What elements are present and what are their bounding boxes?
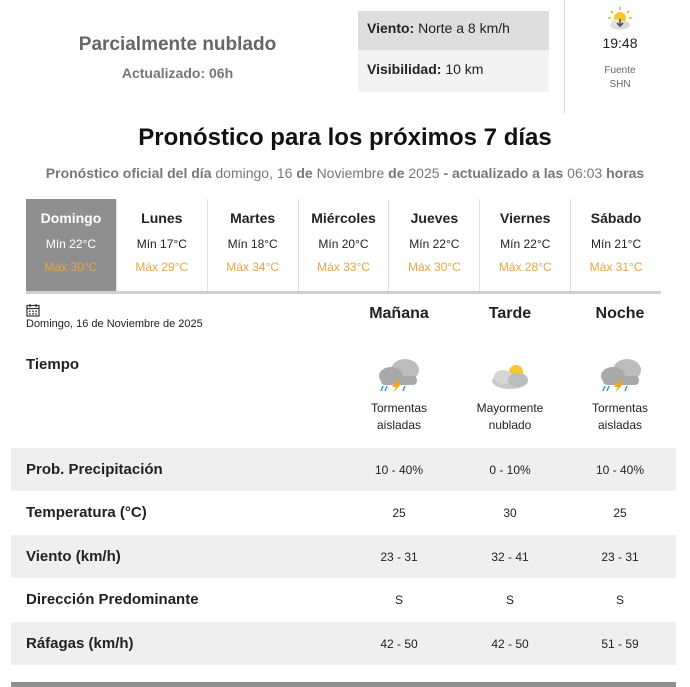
- day-min: Mín 20°C: [318, 237, 369, 251]
- row-value: 25: [613, 505, 627, 520]
- bottom-bar: [11, 682, 676, 687]
- weather-line: aisladas: [597, 418, 643, 432]
- divider: [564, 0, 565, 113]
- subtitle-day: domingo, 16: [215, 165, 293, 181]
- row-value: S: [505, 592, 514, 607]
- day-name: Martes: [230, 210, 276, 226]
- current-updated: Actualizado: 06h: [121, 65, 234, 81]
- day-name: Miércoles: [311, 210, 376, 226]
- weather-line: Tormentas: [370, 401, 428, 415]
- row-value: 25: [392, 505, 406, 520]
- period-header: Mañana: [369, 305, 429, 322]
- day-max: Máx 34°C: [226, 260, 280, 274]
- wind-value: Norte a 8 km/h: [418, 20, 510, 36]
- day-max: Máx 28°C: [498, 260, 552, 274]
- wind-label: Viento:: [367, 20, 415, 36]
- partly-cloudy-sun-icon: [607, 6, 633, 32]
- visibility-label: Visibilidad:: [367, 61, 442, 77]
- weather-description: [565, 400, 675, 434]
- row-value: 51 - 59: [601, 636, 639, 651]
- current-condition: Parcialmente nublado: [78, 34, 277, 55]
- mostly-cloudy-icon: [486, 360, 534, 398]
- row-label: Dirección Predominante: [26, 591, 199, 608]
- day-name: Domingo: [40, 210, 102, 226]
- subtitle-time: 06:03: [567, 165, 603, 181]
- subtitle-prefix: Pronóstico oficial del día: [45, 165, 212, 181]
- row-value: 23 - 31: [380, 549, 418, 564]
- observation-time: 19:48: [602, 35, 638, 51]
- period-header: Tarde: [488, 305, 532, 322]
- day-max: Máx 31°C: [589, 260, 643, 274]
- day-min: Mín 18°C: [227, 237, 278, 251]
- weather-description: [344, 400, 454, 434]
- table-row: [11, 622, 676, 665]
- day-max: Máx 30°C: [407, 260, 461, 274]
- subtitle-mid: - actualizado a las: [443, 165, 564, 181]
- row-value: 30: [503, 505, 517, 520]
- tab-jueves[interactable]: [389, 199, 480, 291]
- subtitle-year: 2025: [408, 165, 440, 181]
- calendar-icon: [26, 303, 40, 317]
- table-row: [11, 578, 676, 621]
- wind-observation: [358, 11, 549, 51]
- forecast-title: Pronóstico para los próximos 7 días: [138, 124, 552, 151]
- tab-domingo[interactable]: [26, 199, 117, 291]
- thunderstorm-icon: [597, 356, 645, 394]
- row-value: 0 - 10%: [489, 462, 531, 477]
- tab-martes[interactable]: [208, 199, 299, 291]
- day-min: Mín 22°C: [45, 237, 96, 251]
- day-name: Sábado: [590, 210, 642, 226]
- row-value: 23 - 31: [601, 549, 639, 564]
- row-label: Viento (km/h): [26, 548, 121, 565]
- tab-lunes[interactable]: [117, 199, 208, 291]
- day-name: Viernes: [500, 210, 551, 226]
- day-max: Máx 29°C: [135, 260, 189, 274]
- tab-miercoles[interactable]: [299, 199, 390, 291]
- row-label: Prob. Precipitación: [26, 461, 163, 478]
- day-min: Mín 21°C: [591, 237, 642, 251]
- row-value: 32 - 41: [491, 549, 529, 564]
- subtitle-de: de: [296, 165, 313, 181]
- row-label: Temperatura (°C): [26, 504, 147, 521]
- row-value: S: [394, 592, 403, 607]
- detail-date: Domingo, 16 de Noviembre de 2025: [26, 318, 203, 330]
- row-value: 42 - 50: [380, 636, 418, 651]
- day-min: Mín 17°C: [136, 237, 187, 251]
- day-max: Máx 30°C: [44, 260, 98, 274]
- weather-line: nublado: [488, 418, 532, 432]
- visibility-value: 10 km: [445, 61, 484, 77]
- row-label: Ráfagas (km/h): [26, 635, 134, 652]
- visibility-observation: [358, 50, 549, 92]
- day-max: Máx 33°C: [317, 260, 370, 274]
- tiempo-label: Tiempo: [26, 356, 80, 373]
- weather-line: Tormentas: [591, 401, 649, 415]
- weather-line: Mayormente: [476, 401, 544, 415]
- tabs-underline: [26, 291, 661, 294]
- weather-line: aisladas: [376, 418, 422, 432]
- day-name: Lunes: [141, 210, 183, 226]
- row-value: 10 - 40%: [374, 462, 424, 477]
- source-value: SHN: [609, 79, 631, 90]
- tab-viernes[interactable]: [480, 199, 571, 291]
- table-row: [11, 491, 676, 534]
- table-row: [11, 448, 676, 491]
- tab-sabado[interactable]: [571, 199, 661, 291]
- day-min: Mín 22°C: [409, 237, 460, 251]
- row-value: 42 - 50: [491, 636, 529, 651]
- subtitle-suffix: horas: [606, 165, 645, 181]
- day-min: Mín 22°C: [500, 237, 551, 251]
- subtitle-de: de: [388, 165, 405, 181]
- subtitle-month: Noviembre: [316, 165, 385, 181]
- day-name: Jueves: [410, 210, 459, 226]
- day-tabs: [26, 199, 661, 291]
- source-label: Fuente: [604, 65, 636, 76]
- period-header: Noche: [595, 305, 645, 322]
- row-value: S: [615, 592, 624, 607]
- row-value: 10 - 40%: [595, 462, 645, 477]
- forecast-subtitle: [0, 165, 690, 181]
- thunderstorm-icon: [375, 356, 423, 394]
- table-row: [11, 535, 676, 578]
- weather-description: [455, 400, 565, 434]
